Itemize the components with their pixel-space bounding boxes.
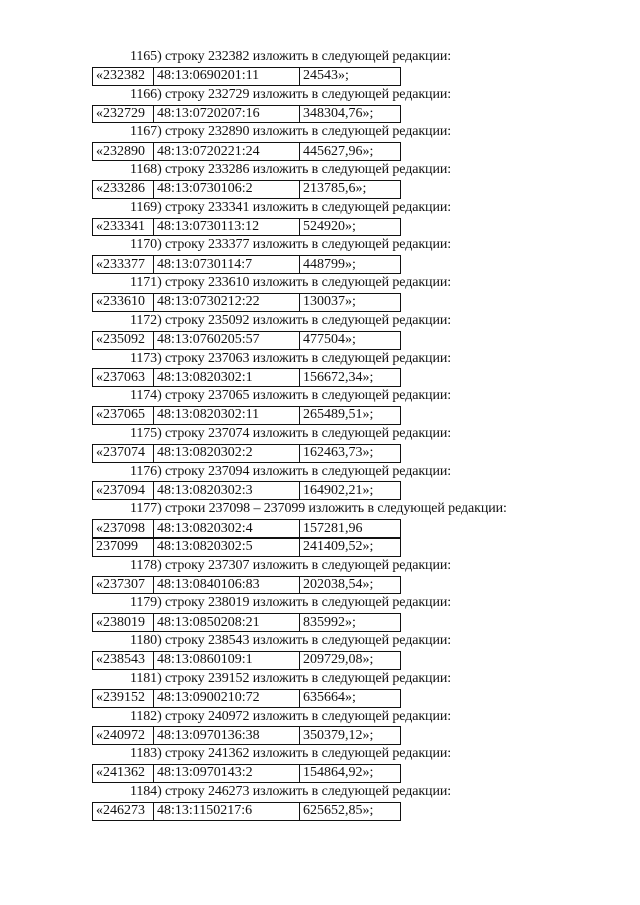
cadastral-number-cell: 48:13:0730114:7: [154, 256, 300, 274]
value-cell: 445627,96»;: [300, 143, 401, 161]
value-cell: 241409,52»;: [300, 538, 401, 556]
row-number-cell: «239152: [93, 689, 154, 707]
row-number-cell: «233341: [93, 218, 154, 236]
row-number-cell: «246273: [93, 802, 154, 820]
amendment-instruction: 1178) строку 237307 изложить в следующей редакции:: [130, 557, 452, 573]
row-number-cell: «232729: [93, 105, 154, 123]
row-number-cell: «241362: [93, 765, 154, 783]
row-number-cell: «233610: [93, 293, 154, 311]
amendment-instruction: 1177) строки 237098 – 237099 изложить в следующей редакции:: [130, 501, 507, 517]
row-number-cell: «235092: [93, 331, 154, 349]
row-number-cell: «237098: [93, 520, 154, 538]
cadastral-number-cell: 48:13:0730212:22: [154, 293, 300, 311]
amendment-table-row: [92, 481, 401, 500]
amendment-instruction: 1174) строку 237065 изложить в следующей редакции:: [130, 388, 452, 404]
value-cell: 164902,21»;: [300, 482, 401, 500]
amendment-instruction: 1169) строку 233341 изложить в следующей редакции:: [130, 199, 452, 215]
value-cell: 154864,92»;: [300, 765, 401, 783]
cadastral-number-cell: 48:13:0850208:21: [154, 614, 300, 632]
cadastral-number-cell: 48:13:0860109:1: [154, 652, 300, 670]
value-cell: 213785,6»;: [300, 180, 401, 198]
value-cell: 448799»;: [300, 256, 401, 274]
cadastral-number-cell: 48:13:0690201:11: [154, 67, 300, 85]
row-number-cell: «238543: [93, 652, 154, 670]
value-cell: 202038,54»;: [300, 576, 401, 594]
amendment-instruction: 1168) строку 233286 изложить в следующей редакции:: [130, 162, 452, 178]
value-cell: 477504»;: [300, 331, 401, 349]
value-cell: 157281,96: [300, 520, 401, 538]
document-body: [92, 48, 572, 821]
amendment-table-row: [92, 406, 401, 425]
amendment-instruction: 1167) строку 232890 изложить в следующей редакции:: [130, 124, 452, 140]
amendment-instruction: 1182) строку 240972 изложить в следующей редакции:: [130, 708, 452, 724]
cadastral-number-cell: 48:13:0720221:24: [154, 143, 300, 161]
row-number-cell: 237099: [93, 538, 154, 556]
cadastral-number-cell: 48:13:0820302:1: [154, 369, 300, 387]
amendment-instruction: 1175) строку 237074 изложить в следующей редакции:: [130, 425, 452, 441]
amendment-table-row: [92, 519, 401, 538]
value-cell: 625652,85»;: [300, 802, 401, 820]
cadastral-number-cell: 48:13:0760205:57: [154, 331, 300, 349]
amendment-instruction: 1181) строку 239152 изложить в следующей редакции:: [130, 670, 452, 686]
value-cell: 162463,73»;: [300, 444, 401, 462]
amendment-table-row: [92, 142, 401, 161]
cadastral-number-cell: 48:13:0730106:2: [154, 180, 300, 198]
amendment-table-row: [92, 331, 401, 350]
row-number-cell: «232890: [93, 143, 154, 161]
row-number-cell: «237094: [93, 482, 154, 500]
value-cell: 130037»;: [300, 293, 401, 311]
amendment-instruction: 1180) строку 238543 изложить в следующей редакции:: [130, 633, 452, 649]
amendment-table-row: [92, 764, 401, 783]
value-cell: 835992»;: [300, 614, 401, 632]
row-number-cell: «240972: [93, 727, 154, 745]
amendment-table-row: [92, 180, 401, 199]
amendment-instruction: 1170) строку 233377 изложить в следующей редакции:: [130, 237, 452, 253]
cadastral-number-cell: 48:13:0720207:16: [154, 105, 300, 123]
cadastral-number-cell: 48:13:0730113:12: [154, 218, 300, 236]
row-number-cell: «233377: [93, 256, 154, 274]
amendment-instruction: 1166) строку 232729 изложить в следующей редакции:: [130, 86, 452, 102]
row-number-cell: «237063: [93, 369, 154, 387]
amendment-table-row: [92, 255, 401, 274]
row-number-cell: «238019: [93, 614, 154, 632]
cadastral-number-cell: 48:13:0820302:2: [154, 444, 300, 462]
value-cell: 209729,08»;: [300, 652, 401, 670]
amendment-instruction: 1165) строку 232382 изложить в следующей редакции:: [130, 49, 452, 64]
cadastral-number-cell: 48:13:0900210:72: [154, 689, 300, 707]
amendment-table-row: [92, 444, 401, 463]
cadastral-number-cell: 48:13:0970143:2: [154, 765, 300, 783]
value-cell: 24543»;: [300, 67, 401, 85]
row-number-cell: «237307: [93, 576, 154, 594]
row-number-cell: «237074: [93, 444, 154, 462]
amendment-table-row: [92, 576, 401, 595]
amendment-instruction: 1172) строку 235092 изложить в следующей редакции:: [130, 312, 452, 328]
cadastral-number-cell: 48:13:1150217:6: [154, 802, 300, 820]
amendment-instruction: 1183) строку 241362 изложить в следующей редакции:: [130, 746, 452, 762]
amendment-table-row: [92, 689, 401, 708]
amendment-instruction: 1176) строку 237094 изложить в следующей редакции:: [130, 463, 452, 479]
value-cell: 348304,76»;: [300, 105, 401, 123]
cadastral-number-cell: 48:13:0840106:83: [154, 576, 300, 594]
value-cell: 265489,51»;: [300, 407, 401, 425]
amendment-table-row: [92, 726, 401, 745]
amendment-table-row: [92, 218, 401, 237]
cadastral-number-cell: 48:13:0970136:38: [154, 727, 300, 745]
value-cell: 635664»;: [300, 689, 401, 707]
amendment-table-row: [92, 67, 401, 86]
amendment-table-row: [92, 538, 401, 557]
amendment-instruction: 1179) строку 238019 изложить в следующей редакции:: [130, 595, 452, 611]
amendment-instruction: 1173) строку 237063 изложить в следующей редакции:: [130, 350, 452, 366]
cadastral-number-cell: 48:13:0820302:4: [154, 520, 300, 538]
value-cell: 156672,34»;: [300, 369, 401, 387]
cadastral-number-cell: 48:13:0820302:11: [154, 407, 300, 425]
amendment-table-row: [92, 651, 401, 670]
row-number-cell: «232382: [93, 67, 154, 85]
amendment-table-row: [92, 293, 401, 312]
value-cell: 350379,12»;: [300, 727, 401, 745]
row-number-cell: «233286: [93, 180, 154, 198]
cadastral-number-cell: 48:13:0820302:5: [154, 538, 300, 556]
amendment-table-row: [92, 368, 401, 387]
amendment-instruction: 1171) строку 233610 изложить в следующей редакции:: [130, 275, 452, 291]
amendment-table-row: [92, 802, 401, 821]
amendment-table-row: [92, 105, 401, 124]
row-number-cell: «237065: [93, 407, 154, 425]
cadastral-number-cell: 48:13:0820302:3: [154, 482, 300, 500]
value-cell: 524920»;: [300, 218, 401, 236]
amendment-table-row: [92, 613, 401, 632]
amendment-instruction: 1184) строку 246273 изложить в следующей редакции:: [130, 783, 452, 799]
